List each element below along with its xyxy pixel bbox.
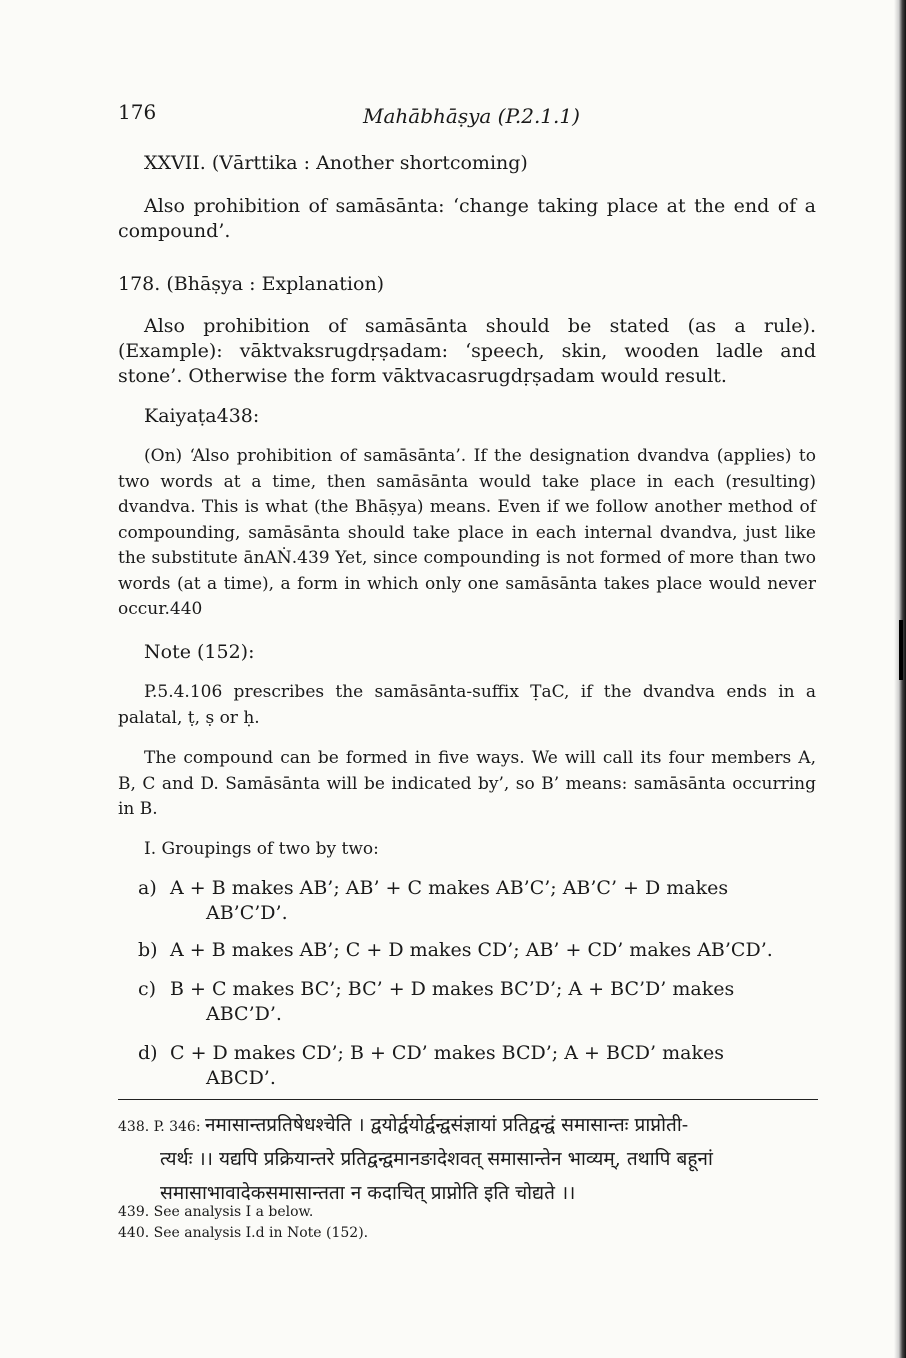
grouping-label: a) bbox=[138, 877, 157, 899]
footnote-438-ref: 438. P. 346: bbox=[118, 1119, 201, 1135]
kaiyata-text: (On) ‘Also prohibition of samāsānta’. If the designation dvandva (applies) to two words at a time, then samāsānta would take place in each (resulting) dvandva. This is what (the Bhāṣya) means. Even if we follow another method of compounding, samāsānta should take place in each internal dvandva, just like the substitute ānAṄ.439 Yet, since compounding is not formed of more than two words (at a time), a form in which only one samāsānta takes place would never occur.440 bbox=[118, 446, 816, 619]
grouping-item bbox=[138, 1041, 816, 1091]
grouping-line: A + B makes AB’; C + D makes CD’; AB’ + CD’ makes AB’CD’. bbox=[170, 939, 773, 961]
groupings-heading: I. Groupings of two by two: bbox=[144, 839, 379, 859]
grouping-item bbox=[138, 977, 816, 1027]
footnote-438-line-2: त्यर्थः ।। यद्यपि प्रक्रियान्तरे प्रतिद्वन्द्वमानङादेशवत् समासान्तेन भाव्यम्, तथापि बहूनां bbox=[160, 1148, 713, 1170]
footnote-438-line-3: समासाभावादेकसमासान्तता न कदाचित् प्राप्नोति इति चोद्यते ।। bbox=[160, 1182, 576, 1204]
grouping-line: A + B makes AB’; AB’ + C makes AB’C’; AB’C’ + D makes bbox=[170, 877, 729, 899]
section-178-heading: 178. (Bhāṣya : Explanation) bbox=[118, 273, 385, 295]
footnote-438-line-1: नमासान्तप्रतिषेधश्चेति । द्वयोर्द्वयोर्द्वन्द्वसंज्ञायां प्रतिद्वन्द्वं समासान्तः प्राप्नोती- bbox=[205, 1114, 689, 1136]
footnote-439: 439. See analysis I a below. bbox=[118, 1204, 314, 1220]
grouping-continuation: ABC’D’. bbox=[206, 1003, 282, 1025]
grouping-line: C + D makes CD’; B + CD’ makes BCD’; A + BCD’ makes bbox=[170, 1042, 724, 1064]
kaiyata-heading: Kaiyaṭa438: bbox=[144, 405, 260, 427]
section-xxvii-heading: XXVII. (Vārttika : Another shortcoming) bbox=[144, 152, 528, 174]
note-heading: Note (152): bbox=[144, 641, 255, 663]
grouping-continuation: AB’C’D’. bbox=[206, 902, 288, 924]
grouping-item bbox=[138, 938, 816, 963]
footnote-rule bbox=[118, 1099, 818, 1100]
page-number: 176 bbox=[118, 100, 157, 124]
footnote-440: 440. See analysis I.d in Note (152). bbox=[118, 1225, 369, 1241]
binding-mark bbox=[899, 620, 903, 680]
grouping-label: c) bbox=[138, 978, 157, 1000]
footnote-438 bbox=[118, 1108, 816, 1210]
section-178-text: Also prohibition of samāsānta should be stated (as a rule). (Example): vāktvaksrugdṛṣadam: ‘speech, skin, wooden ladle and stone’. Otherwise the form vāktvacasrugdṛṣadam would result. bbox=[118, 315, 816, 387]
grouping-line: B + C makes BC’; BC’ + D makes BC’D’; A + BC’D’ makes bbox=[170, 978, 735, 1000]
running-title: Mahābhāṣya (P.2.1.1) bbox=[363, 104, 580, 128]
grouping-label: b) bbox=[138, 939, 158, 961]
grouping-continuation: ABCD’. bbox=[206, 1067, 276, 1089]
section-xxvii-text: Also prohibition of samāsānta: ‘change taking place at the end of a compound’. bbox=[118, 195, 816, 242]
grouping-item bbox=[138, 876, 816, 926]
grouping-label: d) bbox=[138, 1042, 158, 1064]
note-para-1: P.5.4.106 prescribes the samāsānta-suffix ṬaC, if the dvandva ends in a palatal, ṭ, ṣ or ḥ. bbox=[118, 682, 816, 728]
note-para-2: The compound can be formed in five ways. We will call its four members A, B, C and D. Samāsānta will be indicated by’, so B’ means: samāsānta occurring in B. bbox=[118, 748, 816, 819]
